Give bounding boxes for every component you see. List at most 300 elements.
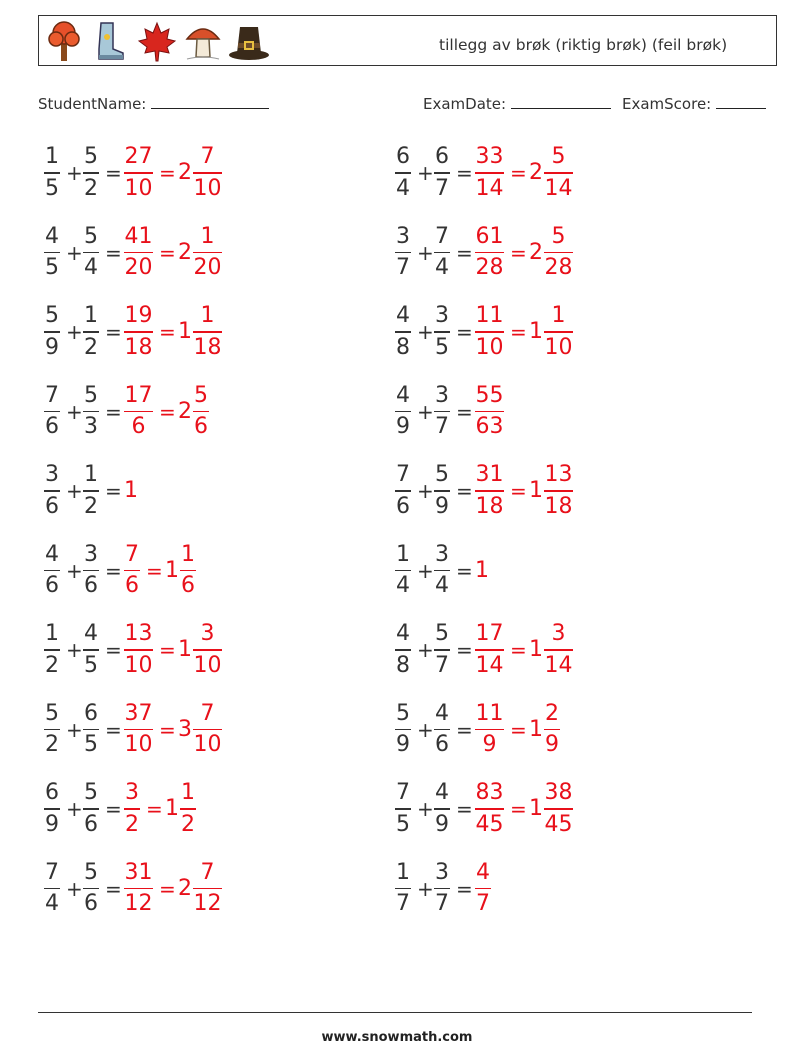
numerator: 1 xyxy=(181,541,195,567)
fraction-bar xyxy=(395,570,411,572)
denominator: 18 xyxy=(475,493,504,519)
fraction-bar xyxy=(124,888,153,890)
addend-fraction xyxy=(395,461,411,521)
addend-fraction xyxy=(44,302,60,362)
denominator: 4 xyxy=(396,573,410,598)
addend-fraction xyxy=(83,541,99,601)
numerator: 5 xyxy=(84,859,98,885)
mixed-whole-part: 1 xyxy=(165,796,179,821)
equals-sign: = xyxy=(105,240,122,265)
mixed-fraction-part xyxy=(193,620,222,680)
numerator: 4 xyxy=(435,700,449,726)
fraction-bar xyxy=(193,252,222,254)
plus-sign: + xyxy=(417,558,434,583)
numerator: 1 xyxy=(200,223,215,249)
plus-sign: + xyxy=(66,240,83,265)
denominator: 10 xyxy=(124,652,153,678)
numerator: 6 xyxy=(396,144,410,169)
equals-sign: = xyxy=(159,240,176,265)
addend-fraction xyxy=(83,620,99,680)
fraction-bar xyxy=(44,411,60,413)
fraction-bar xyxy=(83,888,99,890)
numerator: 1 xyxy=(551,303,566,328)
addend-fraction xyxy=(83,461,99,521)
fraction-bar xyxy=(193,331,222,333)
numerator: 83 xyxy=(475,780,504,805)
mixed-whole-part: 2 xyxy=(178,875,192,901)
denominator: 2 xyxy=(84,175,98,201)
student-name-blank[interactable] xyxy=(151,94,269,109)
fraction-bar xyxy=(83,411,99,413)
answer-fraction xyxy=(124,302,153,362)
fraction-bar xyxy=(180,808,196,810)
denominator: 6 xyxy=(84,811,98,837)
equals-sign: = xyxy=(510,320,527,344)
fraction-bar xyxy=(434,729,450,731)
numerator: 11 xyxy=(475,700,504,726)
numerator: 3 xyxy=(435,859,449,885)
addend-fraction xyxy=(395,223,411,283)
addend-fraction xyxy=(434,700,450,760)
mixed-whole-part: 1 xyxy=(529,796,543,821)
equals-sign: = xyxy=(105,161,122,185)
numerator: 7 xyxy=(45,859,59,885)
numerator: 4 xyxy=(476,859,490,885)
fraction-bar xyxy=(434,490,450,492)
numerator: 1 xyxy=(84,462,98,487)
denominator: 4 xyxy=(435,255,449,280)
exam-score-field xyxy=(622,94,766,113)
addend-fraction xyxy=(434,779,450,839)
denominator: 8 xyxy=(396,334,410,360)
fraction-bar xyxy=(475,808,504,810)
denominator: 2 xyxy=(45,732,59,757)
answer-fraction xyxy=(124,143,153,203)
equals-sign: = xyxy=(105,399,122,424)
fraction-bar xyxy=(475,888,491,890)
pilgrim-hat-icon xyxy=(227,19,271,63)
denominator: 9 xyxy=(396,414,410,439)
equals-sign: = xyxy=(456,558,473,583)
answer-fraction xyxy=(475,859,491,919)
addend-fraction xyxy=(44,461,60,521)
maple-leaf-icon xyxy=(137,19,177,63)
numerator: 7 xyxy=(396,780,410,805)
equals-sign: = xyxy=(159,320,176,344)
equals-sign: = xyxy=(456,797,473,821)
numerator: 4 xyxy=(435,780,449,805)
numerator: 61 xyxy=(475,223,504,249)
answer-fraction xyxy=(124,541,140,601)
equals-sign: = xyxy=(105,320,122,344)
numerator: 17 xyxy=(124,382,153,408)
answer-fraction xyxy=(475,223,504,283)
fraction-bar xyxy=(434,252,450,254)
denominator: 3 xyxy=(84,414,98,439)
fraction-bar xyxy=(434,808,450,810)
denominator: 10 xyxy=(124,175,153,201)
numerator: 5 xyxy=(84,780,98,805)
denominator: 14 xyxy=(475,175,504,201)
exam-date-label: ExamDate: xyxy=(423,95,507,113)
mixed-whole-part: 1 xyxy=(529,478,543,503)
answer-fraction xyxy=(124,859,153,919)
equals-sign: = xyxy=(456,638,473,662)
denominator: 7 xyxy=(435,891,449,916)
numerator: 1 xyxy=(45,144,59,169)
numerator: 4 xyxy=(84,621,98,646)
denominator: 28 xyxy=(544,255,573,280)
addend-fraction xyxy=(395,541,411,601)
equals-sign: = xyxy=(510,638,527,662)
plus-sign: + xyxy=(417,161,434,185)
plus-sign: + xyxy=(66,638,83,662)
fraction-bar xyxy=(193,172,222,174)
numerator: 7 xyxy=(200,700,215,726)
denominator: 10 xyxy=(193,732,222,757)
equals-sign: = xyxy=(510,479,527,503)
denominator: 18 xyxy=(544,493,573,519)
mixed-fraction-part xyxy=(544,223,573,283)
fraction-bar xyxy=(544,331,573,333)
fraction-bar xyxy=(434,172,450,174)
plus-sign: + xyxy=(417,479,434,503)
plus-sign: + xyxy=(66,399,83,424)
denominator: 10 xyxy=(124,732,153,757)
addend-fraction xyxy=(395,302,411,362)
denominator: 2 xyxy=(84,334,98,360)
numerator: 4 xyxy=(396,621,410,646)
plus-sign: + xyxy=(66,320,83,344)
equals-sign: = xyxy=(105,479,122,503)
fraction-bar xyxy=(124,649,153,651)
mixed-whole-part: 2 xyxy=(529,160,543,185)
mixed-whole-part: 1 xyxy=(165,557,179,583)
answer-fraction xyxy=(475,700,504,760)
fraction-bar xyxy=(83,808,99,810)
numerator: 3 xyxy=(435,382,449,408)
equals-sign: = xyxy=(456,479,473,503)
mixed-fraction-part xyxy=(544,700,560,760)
numerator: 13 xyxy=(124,621,153,646)
plus-sign: + xyxy=(66,479,83,503)
numerator: 3 xyxy=(200,621,215,646)
denominator: 10 xyxy=(544,334,573,360)
denominator: 14 xyxy=(544,175,573,201)
addend-fraction xyxy=(395,620,411,680)
denominator: 6 xyxy=(435,732,449,757)
answer-fraction xyxy=(124,382,153,442)
fraction-bar xyxy=(193,729,222,731)
denominator: 7 xyxy=(396,891,410,916)
numerator: 5 xyxy=(435,462,449,487)
addend-fraction xyxy=(395,700,411,760)
addend-fraction xyxy=(83,302,99,362)
addend-fraction xyxy=(44,779,60,839)
numerator: 5 xyxy=(551,144,566,169)
mixed-whole-part: 3 xyxy=(178,716,192,742)
equals-sign: = xyxy=(159,717,176,742)
fraction-bar xyxy=(544,649,573,651)
numerator: 11 xyxy=(475,303,504,328)
fraction-bar xyxy=(83,729,99,731)
denominator: 2 xyxy=(181,811,195,837)
numerator: 3 xyxy=(45,462,59,487)
answer-fraction xyxy=(475,620,504,680)
mixed-fraction-part xyxy=(544,143,573,203)
denominator: 9 xyxy=(435,493,449,519)
equals-sign: = xyxy=(456,717,473,742)
numerator: 37 xyxy=(124,700,153,726)
denominator: 4 xyxy=(45,891,59,916)
denominator: 18 xyxy=(124,334,153,360)
denominator: 8 xyxy=(396,652,410,678)
fraction-bar xyxy=(83,570,99,572)
denominator: 9 xyxy=(545,732,559,757)
numerator: 31 xyxy=(124,859,153,885)
numerator: 19 xyxy=(124,303,153,328)
mixed-whole-part: 1 xyxy=(178,637,192,662)
numerator: 38 xyxy=(544,780,573,805)
numerator: 1 xyxy=(45,621,59,646)
mixed-whole-part: 2 xyxy=(178,160,192,185)
fraction-bar xyxy=(180,570,196,572)
student-name-label: StudentName: xyxy=(38,95,147,113)
addend-fraction xyxy=(434,223,450,283)
denominator: 63 xyxy=(475,414,504,439)
addend-fraction xyxy=(44,620,60,680)
addend-fraction xyxy=(83,143,99,203)
equals-sign: = xyxy=(159,161,176,185)
fraction-bar xyxy=(83,331,99,333)
numerator: 5 xyxy=(84,223,98,249)
worksheet-title: tillegg av brøk (riktig brøk) (feil brøk) xyxy=(439,36,728,54)
denominator: 18 xyxy=(193,334,222,360)
mixed-fraction-part xyxy=(544,620,573,680)
denominator: 4 xyxy=(396,175,410,201)
numerator: 5 xyxy=(551,223,566,249)
fraction-bar xyxy=(395,888,411,890)
numerator: 6 xyxy=(45,780,59,805)
denominator: 9 xyxy=(435,811,449,837)
mixed-whole-part: 2 xyxy=(178,239,192,265)
footer-site: www.snowmath.com xyxy=(321,1030,473,1045)
addend-fraction xyxy=(83,700,99,760)
fraction-bar xyxy=(83,490,99,492)
equals-sign: = xyxy=(146,797,163,821)
addend-fraction xyxy=(83,859,99,919)
numerator: 6 xyxy=(435,144,449,169)
mixed-fraction-part xyxy=(544,302,573,362)
fraction-bar xyxy=(475,729,504,731)
mixed-fraction-part xyxy=(193,382,209,442)
equals-sign: = xyxy=(510,240,527,265)
denominator: 14 xyxy=(544,652,573,678)
fraction-bar xyxy=(475,331,504,333)
plus-sign: + xyxy=(66,797,83,821)
addend-fraction xyxy=(395,779,411,839)
fraction-bar xyxy=(544,490,573,492)
fraction-bar xyxy=(44,331,60,333)
mixed-whole-part: 1 xyxy=(529,319,543,344)
mixed-whole-part: 1 xyxy=(529,716,543,742)
equals-sign: = xyxy=(105,638,122,662)
plus-sign: + xyxy=(417,320,434,344)
equals-sign: = xyxy=(510,717,527,742)
addend-fraction xyxy=(395,143,411,203)
addend-fraction xyxy=(395,382,411,442)
numerator: 6 xyxy=(84,700,98,726)
equals-sign: = xyxy=(510,161,527,185)
denominator: 9 xyxy=(45,334,59,360)
numerator: 4 xyxy=(396,303,410,328)
exam-date-blank[interactable] xyxy=(511,94,611,109)
equals-sign: = xyxy=(159,399,176,424)
addend-fraction xyxy=(83,779,99,839)
answer-fraction xyxy=(475,143,504,203)
fraction-bar xyxy=(544,729,560,731)
student-name-field xyxy=(38,94,269,113)
fraction-bar xyxy=(124,411,153,413)
mixed-fraction-part xyxy=(180,779,196,839)
numerator: 3 xyxy=(396,223,410,249)
equals-sign: = xyxy=(510,797,527,821)
answer-fraction xyxy=(124,223,153,283)
tree-icon xyxy=(45,19,83,63)
fraction-bar xyxy=(124,808,140,810)
denominator: 7 xyxy=(476,891,490,916)
denominator: 28 xyxy=(475,255,504,280)
fraction-bar xyxy=(395,252,411,254)
fraction-bar xyxy=(44,570,60,572)
mixed-fraction-part xyxy=(193,859,222,919)
mixed-fraction-part xyxy=(193,700,222,760)
mixed-whole-part: 1 xyxy=(529,637,543,662)
fraction-bar xyxy=(44,808,60,810)
equals-sign: = xyxy=(105,717,122,742)
fraction-bar xyxy=(83,649,99,651)
fraction-bar xyxy=(395,411,411,413)
plus-sign: + xyxy=(417,717,434,742)
fraction-bar xyxy=(44,490,60,492)
fraction-bar xyxy=(44,252,60,254)
answer-fraction xyxy=(475,302,504,362)
denominator: 6 xyxy=(181,573,195,598)
denominator: 9 xyxy=(396,732,410,757)
denominator: 7 xyxy=(435,414,449,439)
denominator: 5 xyxy=(84,652,98,678)
denominator: 5 xyxy=(435,334,449,360)
plus-sign: + xyxy=(417,797,434,821)
plus-sign: + xyxy=(417,399,434,424)
equals-sign: = xyxy=(456,876,473,901)
denominator: 6 xyxy=(45,414,59,439)
mixed-fraction-part xyxy=(193,143,222,203)
answer-fraction xyxy=(124,620,153,680)
fraction-bar xyxy=(475,649,504,651)
denominator: 6 xyxy=(194,414,208,439)
fraction-bar xyxy=(44,649,60,651)
fraction-bar xyxy=(434,331,450,333)
fraction-bar xyxy=(395,649,411,651)
denominator: 45 xyxy=(475,811,504,837)
denominator: 5 xyxy=(84,732,98,757)
boot-icon xyxy=(91,19,127,63)
fraction-bar xyxy=(124,172,153,174)
fraction-bar xyxy=(193,888,222,890)
denominator: 9 xyxy=(45,811,59,837)
numerator: 1 xyxy=(200,303,215,328)
numerator: 3 xyxy=(435,541,449,567)
exam-score-label: ExamScore: xyxy=(622,95,712,113)
denominator: 12 xyxy=(124,891,153,916)
equals-sign: = xyxy=(105,797,122,821)
answer-fraction xyxy=(124,700,153,760)
equals-sign: = xyxy=(456,240,473,265)
fraction-bar xyxy=(434,570,450,572)
numerator: 5 xyxy=(194,382,208,408)
addend-fraction xyxy=(434,620,450,680)
numerator: 4 xyxy=(45,541,59,567)
mixed-whole-part: 2 xyxy=(529,239,543,265)
denominator: 2 xyxy=(84,493,98,519)
denominator: 14 xyxy=(475,652,504,678)
addend-fraction xyxy=(44,382,60,442)
addend-fraction xyxy=(434,382,450,442)
numerator: 27 xyxy=(124,144,153,169)
numerator: 3 xyxy=(84,541,98,567)
mixed-fraction-part xyxy=(193,302,222,362)
plus-sign: + xyxy=(417,240,434,265)
denominator: 6 xyxy=(396,493,410,519)
denominator: 10 xyxy=(193,175,222,201)
denominator: 7 xyxy=(435,175,449,201)
answer-whole: 1 xyxy=(124,478,138,503)
mixed-fraction-part xyxy=(544,779,573,839)
fraction-bar xyxy=(395,331,411,333)
worksheet-header xyxy=(38,15,777,66)
fraction-bar xyxy=(434,888,450,890)
denominator: 7 xyxy=(396,255,410,280)
plus-sign: + xyxy=(66,717,83,742)
plus-sign: + xyxy=(66,161,83,185)
numerator: 1 xyxy=(396,541,410,567)
numerator: 2 xyxy=(545,700,559,726)
addend-fraction xyxy=(44,700,60,760)
numerator: 55 xyxy=(475,382,504,408)
numerator: 33 xyxy=(475,144,504,169)
fraction-bar xyxy=(83,252,99,254)
fraction-bar xyxy=(434,411,450,413)
fraction-bar xyxy=(44,172,60,174)
answer-fraction xyxy=(475,779,504,839)
addend-fraction xyxy=(83,382,99,442)
fraction-bar xyxy=(395,172,411,174)
addend-fraction xyxy=(83,223,99,283)
fraction-bar xyxy=(83,172,99,174)
plus-sign: + xyxy=(417,638,434,662)
denominator: 6 xyxy=(131,414,146,439)
numerator: 13 xyxy=(544,462,573,487)
addend-fraction xyxy=(434,541,450,601)
addend-fraction xyxy=(44,541,60,601)
equals-sign: = xyxy=(159,638,176,662)
denominator: 2 xyxy=(125,811,139,837)
numerator: 31 xyxy=(475,462,504,487)
exam-score-blank[interactable] xyxy=(716,94,766,109)
addend-fraction xyxy=(44,859,60,919)
fraction-bar xyxy=(124,252,153,254)
